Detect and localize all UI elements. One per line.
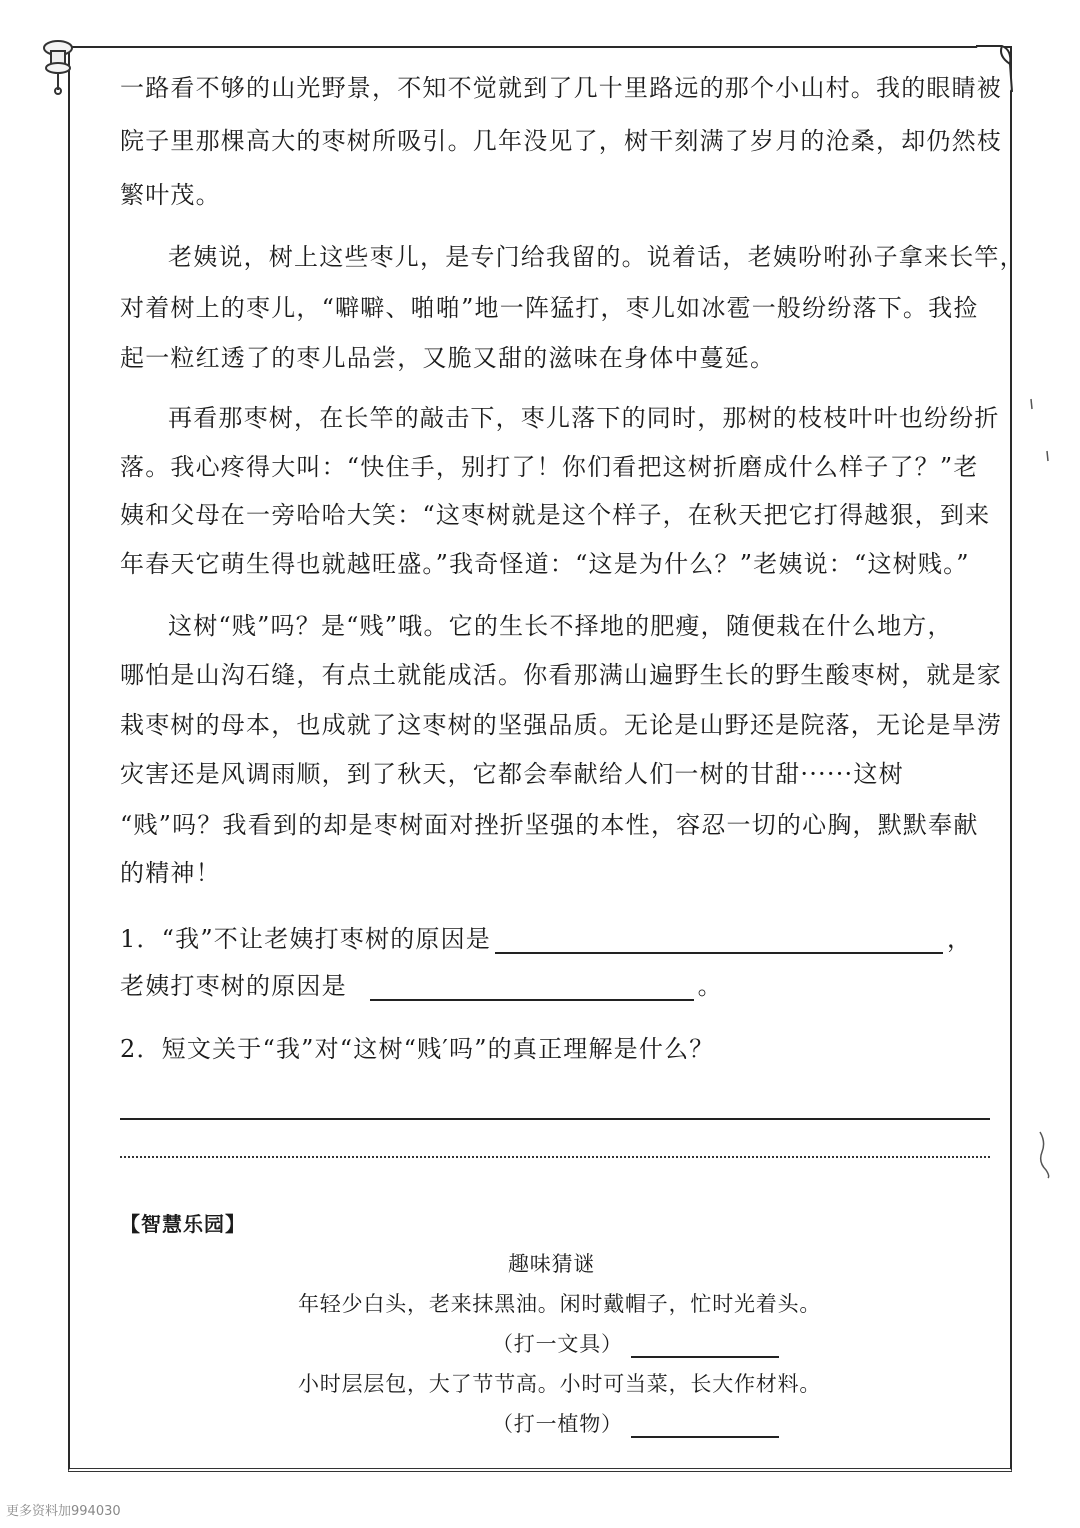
riddle-1-hint-text: （打一文具）: [492, 1332, 623, 1356]
riddle-1: 年轻少白头，老来抹黑油。闲时戴帽子，忙时光着头。: [298, 1292, 822, 1316]
passage-line: 繁叶茂。: [120, 181, 221, 209]
passage-line: 一路看不够的山光野景，不知不觉就到了几十里路远的那个小山村。我的眼睛被: [120, 74, 1002, 102]
question-1: [120, 924, 990, 954]
passage-line: 年春天它萌生得也就越旺盛。”我奇怪道：“这是为什么？”老姨说：“这树贱。”: [120, 550, 970, 578]
passage-line: “贱”吗？我看到的却是枣树面对挫折坚强的本性，容忍一切的心胸，默默奉献: [120, 811, 979, 839]
passage-line: 这树“贱”吗？是“贱”哦。它的生长不择地的肥瘦，随便栽在什么地方，: [168, 612, 953, 640]
scan-mark-icon: [1028, 398, 1036, 410]
passage-line: 落。我心疼得大叫：“快住手，别打了！你们看把这树折磨成什么样子了？”老: [120, 453, 979, 481]
riddle-1-answer-blank[interactable]: [631, 1336, 779, 1358]
section-title: 【智慧乐园】: [120, 1212, 246, 1236]
riddle-2-hint: [492, 1410, 779, 1438]
passage-line: 老姨说，树上这些枣儿，是专门给我留的。说着话，老姨吩咐孙子拿来长竿，: [168, 243, 1025, 271]
riddle-2-hint-text: （打一植物）: [492, 1412, 623, 1436]
scan-mark-icon: [1044, 450, 1052, 462]
passage-line: 的精神！: [120, 859, 221, 887]
riddle-2: 小时层层包，大了节节高。小时可当菜，长大作材料。: [298, 1372, 822, 1396]
passage-line: 对着树上的枣儿，“噼噼、啪啪”地一阵猛打，枣儿如冰雹一般纷纷落下。我捡: [120, 294, 979, 322]
passage-line: 姨和父母在一旁哈哈大笑：“这枣树就是这个样子，在秋天把它打得越狠，到来: [120, 501, 991, 529]
question-1-period: 。: [697, 972, 723, 1000]
question-2: 2．短文关于“我”对“这树“贱′吗”的真正理解是什么？: [120, 1035, 715, 1063]
riddle-2-answer-blank[interactable]: [631, 1416, 779, 1438]
passage-line: 院子里那棵高大的枣树所吸引。几年没见了，树干刻满了岁月的沧桑，却仍然枝: [120, 127, 1002, 155]
question-1-continued: [120, 971, 990, 1001]
passage-line: 起一粒红透了的枣儿品尝，又脆又甜的滋味在身体中蔓延。: [120, 344, 776, 372]
passage-line: 再看那枣树，在长竿的敲击下，枣儿落下的同时，那树的枝枝叶叶也纷纷折: [168, 404, 1000, 432]
question-1-text: 1．“我”不让老姨打枣树的原因是: [120, 925, 492, 953]
watermark: 更多资料加994030: [6, 1504, 121, 1519]
question-1-text-2: 老姨打枣树的原因是: [120, 972, 347, 1000]
answer-line[interactable]: [120, 1118, 990, 1120]
riddle-1-hint: [492, 1330, 779, 1358]
answer-blank-1[interactable]: [495, 928, 943, 954]
answer-blank-2[interactable]: [370, 975, 694, 1001]
passage-line: 栽枣树的母本，也成就了这枣树的坚强品质。无论是山野还是院落，无论是旱涝: [120, 711, 1002, 739]
passage-line: 灾害还是风调雨顺，到了秋天，它都会奉献给人们一树的甘甜······这树: [120, 760, 904, 788]
passage-line: 哪怕是山沟石缝，有点土就能成活。你看那满山遍野生长的野生酸枣树，就是家: [120, 661, 1002, 689]
question-1-comma: ，: [947, 925, 973, 953]
riddle-title: 趣味猜谜: [508, 1252, 596, 1276]
scan-mark-icon: [1036, 1130, 1054, 1180]
answer-line[interactable]: [120, 1156, 990, 1158]
